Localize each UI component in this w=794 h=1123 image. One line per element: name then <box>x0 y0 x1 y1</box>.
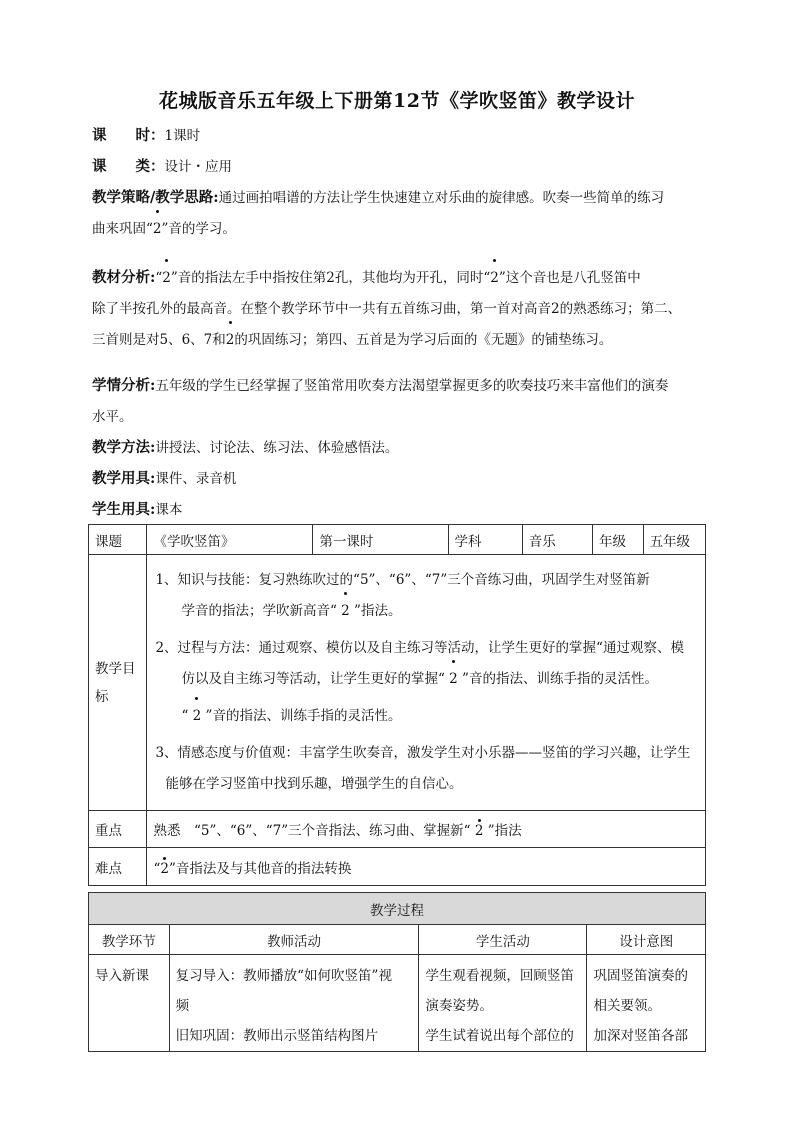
process-header: 教学过程 <box>89 893 706 925</box>
process-row <box>89 955 706 1052</box>
tools-line <box>92 463 704 495</box>
goal-1-text: 学音的指法；学吹新高音“ <box>181 603 337 619</box>
material-text-1e: ”这个音也是八孔竖笛中 <box>498 270 641 286</box>
student-line: 学生试着说出每个部位的 <box>425 1028 574 1044</box>
intent-line: 相关要领。 <box>593 998 661 1014</box>
high-note-2: 2 <box>160 860 169 877</box>
lesson-value: 第一课时 <box>313 525 448 555</box>
key-points-end: ”指法 <box>487 823 522 839</box>
tools-value: 课件、录音机 <box>155 471 237 487</box>
process-header-row <box>89 893 706 925</box>
process-columns-row <box>89 925 706 955</box>
key-points-row <box>89 811 706 848</box>
material-text-3c: 的巩固练习；第四、五首是为学习后面的《无题》的铺垫练习。 <box>234 332 613 348</box>
type-line <box>92 151 704 183</box>
period-line <box>92 120 704 152</box>
topic-label: 课题 <box>89 525 147 555</box>
subject-value: 音乐 <box>522 525 592 555</box>
goal-3-line-a: 3、情感态度与价值观：丰富学生吹奏音，激发学生对小乐器——竖笛的学习兴趣，让学生 <box>155 745 691 761</box>
goal-2-line-a: 2、过程与方法：通过观察、模仿以及自主练习等活动，让学生更好的掌握“通过观察、模 <box>155 640 684 656</box>
difficulty-content <box>147 848 706 886</box>
strategy-label: 教学策略/教学思路: <box>92 189 219 206</box>
strategy-text-1: 通过画拍唱谱的方法让学生快速建立对乐曲的旋律感。吹奏一些简单的练习 <box>218 190 665 206</box>
goal-2-line-b <box>155 664 699 695</box>
type-value: 设计・应用 <box>164 159 232 175</box>
document-title: 花城版音乐五年级上下册第12节《学吹竖笛》教学设计 <box>159 90 635 112</box>
period-value: 1课时 <box>164 128 201 144</box>
difficulty-row <box>89 848 706 886</box>
method-value: 讲授法、讨论法、练习法、体验感悟法。 <box>155 440 399 456</box>
goal-1-line-b <box>155 596 699 627</box>
teacher-cell <box>169 955 419 1052</box>
student-line: 演奏姿势。 <box>425 998 493 1014</box>
tools-label: 教学用具: <box>92 470 156 487</box>
method-line <box>92 432 704 464</box>
goals-label: 教学目标 <box>89 555 147 811</box>
intent-line: 巩固竖笛演奏的 <box>593 968 688 984</box>
material-text-3a: 三首则是对5、6、7和 <box>92 332 226 348</box>
intent-cell <box>587 955 706 1052</box>
material-text-1a: “ <box>155 270 163 286</box>
student-analysis-text-2: 水平。 <box>92 409 133 425</box>
student-tools-value: 课本 <box>155 502 183 518</box>
key-points-content <box>147 811 706 848</box>
high-note-2: 2 <box>193 701 202 732</box>
high-note-2: 2 <box>341 596 350 627</box>
student-analysis-text-1: 五年级的学生已经掌握了竖笛常用吹奏方法渴望掌握更多的吹奏技巧来丰富他们的演奏 <box>155 378 669 394</box>
goal-2-line-c <box>155 701 699 732</box>
subject-label: 学科 <box>448 525 522 555</box>
student-cell <box>419 955 587 1052</box>
high-note-2: 2 <box>153 214 162 245</box>
method-label: 教学方法: <box>92 439 156 456</box>
material-label: 教材分析: <box>92 269 156 286</box>
teaching-process-table <box>88 892 706 1052</box>
col-intent: 设计意图 <box>587 925 706 955</box>
high-note-2: 2 <box>449 664 458 695</box>
goal-2-tail: ”音的指法、训练手指的灵活性。 <box>205 708 402 724</box>
col-stage: 教学环节 <box>89 925 170 955</box>
grade-value: 五年级 <box>643 525 705 555</box>
period-label: 课 时： <box>92 127 165 144</box>
intent-line: 加深对竖笛各部 <box>593 1028 688 1044</box>
stage-cell: 导入新课 <box>89 955 170 1052</box>
key-points-text: 熟悉 “5”、“6”、“7”三个音指法、练习曲、掌握新“ <box>153 823 471 839</box>
col-student: 学生活动 <box>419 925 587 955</box>
difficulty-text: ”音指法及与其他音的指法转换 <box>168 860 352 877</box>
info-header-row <box>89 525 706 555</box>
goals-row <box>89 555 706 811</box>
high-note-2: 2 <box>226 325 235 356</box>
material-text-2: 除了半按孔外的最高音。在整个教学环节中一共有五首练习曲，第一首对高音2的熟悉练习；第二、 <box>92 301 682 317</box>
student-tools-line <box>92 494 704 526</box>
student-line: 学生观看视频，回顾竖笛 <box>425 968 574 984</box>
high-note-2: 2 <box>162 263 171 294</box>
strategy-text-2a: 曲来巩固“ <box>92 221 153 237</box>
student-analysis-paragraph <box>92 370 704 433</box>
key-points-label: 重点 <box>89 811 147 848</box>
goal-2-text: 仿以及自主练习等活动，让学生更好的掌握“ <box>181 671 445 687</box>
high-note-2: 2 <box>490 263 499 294</box>
goal-1-line-a: 1、知识与技能：复习熟练吹过的“5”、“6”、“7”三个音练习曲，巩固学生对竖笛新 <box>155 572 650 588</box>
grade-label: 年级 <box>592 525 643 555</box>
goal-2-end: ”音的指法、训练手指的灵活性。 <box>462 671 658 687</box>
difficulty-label: 难点 <box>89 848 147 886</box>
teacher-line: 复习导入：教师播放“如何吹竖笛”视 <box>175 968 392 984</box>
difficulty-quote: “ <box>153 860 161 877</box>
col-teacher: 教师活动 <box>169 925 419 955</box>
goal-2-quote: “ <box>181 708 189 724</box>
student-tools-label: 学生用具: <box>92 501 156 518</box>
type-label: 课 类： <box>92 158 165 175</box>
teacher-line: 频 <box>175 998 190 1014</box>
teacher-line: 旧知巩固：教师出示竖笛结构图片 <box>175 1028 379 1044</box>
strategy-text-2c: ”音的学习。 <box>161 221 236 237</box>
lesson-info-table <box>88 524 706 886</box>
topic-value: 《学吹竖笛》 <box>147 525 313 555</box>
goals-content <box>147 555 706 811</box>
goal-1-end: ”指法。 <box>354 603 402 619</box>
material-paragraph <box>92 262 704 356</box>
high-note-2: 2 <box>474 823 484 839</box>
strategy-paragraph <box>92 182 704 245</box>
goal-3-line-b: 能够在学习竖笛中找到乐趣，增强学生的自信心。 <box>165 776 463 792</box>
material-text-1c: ”音的指法左手中指按住第2孔，其他均为开孔，同时“ <box>170 270 491 286</box>
student-analysis-label: 学情分析: <box>92 377 156 394</box>
